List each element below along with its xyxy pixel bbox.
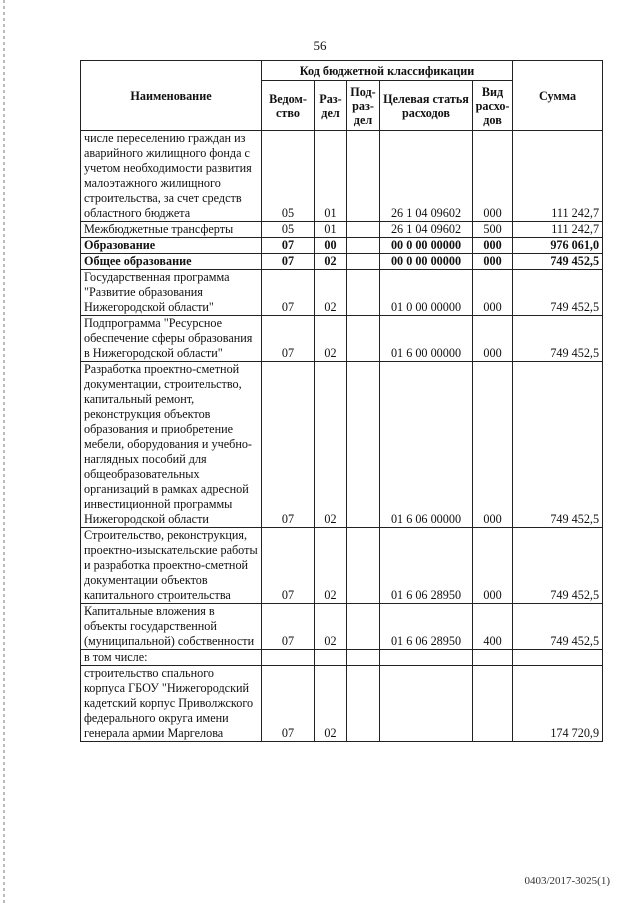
header-podrazdel: Под-раз-дел [347,81,380,131]
row-vedomstvo: 07 [262,666,315,742]
row-vedomstvo: 07 [262,316,315,362]
row-vedomstvo: 05 [262,131,315,222]
row-name: числе переселению граждан из аварийного жилищного фонда с учетом необходимости развития малоэтажного жилищного строительства, за счет средств областного бюджета [81,131,262,222]
row-vedomstvo: 07 [262,528,315,604]
row-razdel: 02 [315,666,347,742]
page-edge [3,0,5,905]
row-podrazdel [347,238,380,254]
row-name: Разработка проектно-сметной документации, строительство, капитальный ремонт, реконструкция объектов образования и приобретение мебели, оборудования и учебно-наглядных пособий для общеобразовательных организаций в рамках адресной инвестиционной программы Нижегородской области [81,362,262,528]
row-name: Общее образование [81,254,262,270]
table-row [81,270,603,316]
row-vid: 000 [473,270,513,316]
row-vid: 000 [473,238,513,254]
page-number: 56 [313,38,327,53]
row-celevaya [380,666,473,742]
header-razdel: Раз-дел [315,81,347,131]
row-podrazdel [347,316,380,362]
budget-table [80,60,603,742]
row-podrazdel [347,222,380,238]
row-vid: 000 [473,362,513,528]
row-celevaya: 00 0 00 00000 [380,238,473,254]
header-name: Наименование [81,61,262,131]
row-sum: 976 061,0 [513,238,603,254]
header-celevaya: Целевая статья расходов [380,81,473,131]
row-celevaya: 26 1 04 09602 [380,222,473,238]
row-podrazdel [347,650,380,666]
row-celevaya [380,650,473,666]
row-razdel: 02 [315,604,347,650]
row-vedomstvo: 07 [262,362,315,528]
row-vedomstvo [262,650,315,666]
row-sum: 749 452,5 [513,528,603,604]
row-razdel: 02 [315,254,347,270]
row-vid: 000 [473,316,513,362]
row-celevaya: 01 6 06 00000 [380,362,473,528]
row-vedomstvo: 07 [262,270,315,316]
row-podrazdel [347,666,380,742]
row-name: строительство спального корпуса ГБОУ "Нижегородский кадетский корпус Приволжского федерального округа имени генерала армии Маргелова [81,666,262,742]
document-code: 0403/2017-3025(1) [524,875,610,887]
row-razdel: 02 [315,362,347,528]
table-row [81,316,603,362]
row-razdel: 02 [315,270,347,316]
table-row [81,222,603,238]
table-body [81,131,603,742]
row-celevaya: 00 0 00 00000 [380,254,473,270]
row-podrazdel [347,270,380,316]
row-sum: 749 452,5 [513,254,603,270]
row-sum: 749 452,5 [513,316,603,362]
row-celevaya: 01 6 06 28950 [380,604,473,650]
row-name: Подпрограмма "Ресурсное обеспечение сферы образования в Нижегородской области" [81,316,262,362]
row-vid [473,650,513,666]
row-name: Строительство, реконструкция, проектно-изыскательские работы и разработка проектно-сметной документации объектов капитального строительства [81,528,262,604]
row-name: Капитальные вложения в объекты государственной (муниципальной) собственности [81,604,262,650]
row-sum: 111 242,7 [513,131,603,222]
row-vid: 000 [473,528,513,604]
header-code-group: Код бюджетной классификации [262,61,513,81]
row-vedomstvo: 07 [262,238,315,254]
table-row [81,362,603,528]
row-vid: 500 [473,222,513,238]
table-row [81,666,603,742]
row-razdel: 00 [315,238,347,254]
header-sum: Сумма [513,61,603,131]
table-row [81,528,603,604]
row-podrazdel [347,528,380,604]
row-podrazdel [347,131,380,222]
row-vedomstvo: 07 [262,604,315,650]
row-sum: 749 452,5 [513,362,603,528]
table-row [81,650,603,666]
row-celevaya: 26 1 04 09602 [380,131,473,222]
table-row [81,254,603,270]
row-vid: 000 [473,131,513,222]
row-vedomstvo: 05 [262,222,315,238]
row-sum: 111 242,7 [513,222,603,238]
row-razdel: 02 [315,528,347,604]
row-celevaya: 01 6 06 28950 [380,528,473,604]
row-sum [513,650,603,666]
row-razdel: 02 [315,316,347,362]
row-podrazdel [347,362,380,528]
table-row [81,604,603,650]
row-name: в том числе: [81,650,262,666]
row-celevaya: 01 6 00 00000 [380,316,473,362]
table-row [81,238,603,254]
row-vid: 000 [473,254,513,270]
row-name: Образование [81,238,262,254]
row-razdel: 01 [315,131,347,222]
row-name: Межбюджетные трансферты [81,222,262,238]
row-vid: 400 [473,604,513,650]
row-sum: 749 452,5 [513,604,603,650]
row-razdel [315,650,347,666]
row-podrazdel [347,254,380,270]
row-sum: 174 720,9 [513,666,603,742]
header-vid: Вид расхо-дов [473,81,513,131]
row-celevaya: 01 0 00 00000 [380,270,473,316]
row-vedomstvo: 07 [262,254,315,270]
header-vedomstvo: Ведом-ство [262,81,315,131]
row-podrazdel [347,604,380,650]
row-name: Государственная программа "Развитие образования Нижегородской области" [81,270,262,316]
row-razdel: 01 [315,222,347,238]
row-vid [473,666,513,742]
table-row [81,131,603,222]
row-sum: 749 452,5 [513,270,603,316]
